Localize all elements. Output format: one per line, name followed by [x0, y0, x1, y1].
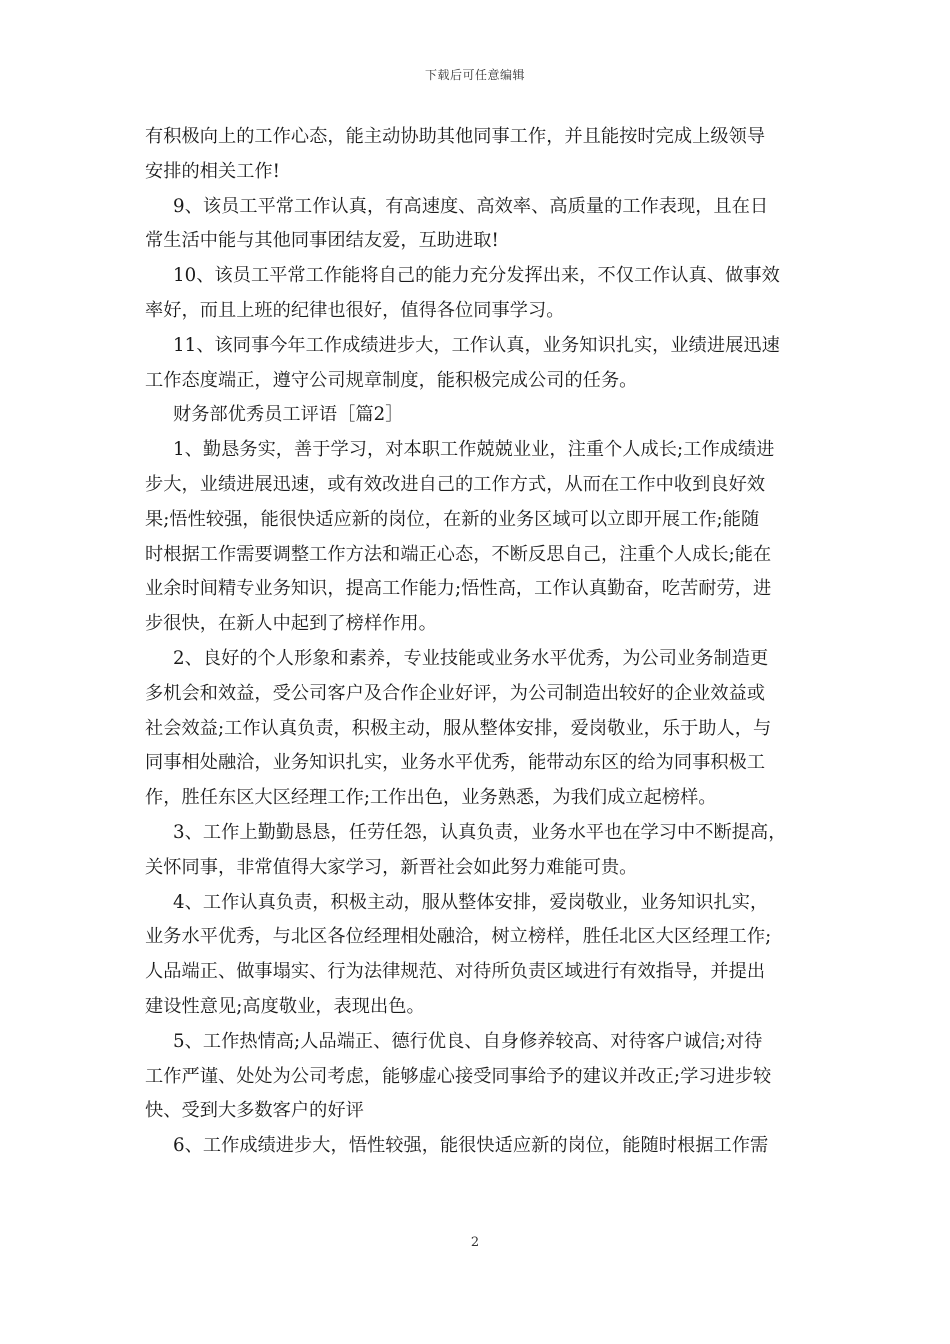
text-line: 时根据工作需要调整工作方法和端正心态，不断反思自己，注重个人成长;能在: [145, 543, 772, 565]
page-header: 下载后可任意编辑: [424, 68, 525, 82]
text-line: 业务水平优秀，与北区各位经理相处融洽，树立榜样，胜任北区大区经理工作;: [145, 926, 772, 948]
text-line: 人品端正、做事塌实、行为法律规范、对待所负责区域进行有效指导，并提出: [145, 961, 766, 983]
text-line: 4、工作认真负责，积极主动，服从整体安排，爱岗敬业，业务知识扎实，: [173, 891, 769, 913]
text-line: 5、工作热情高;人品端正、德行优良、自身修养较高、对待客户诚信;对待: [173, 1030, 763, 1052]
text-line: 率好，而且上班的纪律也很好，值得各位同事学习。: [145, 299, 565, 321]
section-heading: 财务部优秀员工评语［篇2］: [173, 404, 404, 426]
text-line: 果;悟性较强，能很快适应新的岗位，在新的业务区域可以立即开展工作;能随: [145, 508, 760, 530]
text-line: 作，胜任东区大区经理工作;工作出色，业务熟悉，为我们成立起榜样。: [145, 787, 717, 809]
text-line: 2、良好的个人形象和素养，专业技能或业务水平优秀，为公司业务制造更: [173, 647, 769, 669]
text-line: 业余时间精专业务知识，提高工作能力;悟性高，工作认真勤奋，吃苦耐劳，进: [145, 578, 772, 600]
page-number: 2: [470, 1235, 480, 1250]
text-line: 10、该员工平常工作能将自己的能力充分发挥出来，不仅工作认真、做事效: [173, 265, 780, 287]
text-line: 9、该员工平常工作认真，有高速度、高效率、高质量的工作表现，且在日: [173, 195, 769, 217]
text-line: 工作态度端正，遵守公司规章制度，能积极完成公司的任务。: [145, 369, 638, 391]
text-line: 快、受到大多数客户的好评: [145, 1100, 364, 1122]
text-line: 3、工作上勤勤恳恳，任劳任怨，认真负责，业务水平也在学习中不断提高，: [173, 821, 787, 843]
text-line: 6、工作成绩进步大，悟性较强，能很快适应新的岗位，能随时根据工作需: [173, 1135, 769, 1157]
text-line: 安排的相关工作!: [145, 160, 281, 182]
text-line: 关怀同事，非常值得大家学习，新晋社会如此努力难能可贵。: [145, 856, 638, 878]
text-line: 多机会和效益，受公司客户及合作企业好评，为公司制造出较好的企业效益或: [145, 682, 766, 704]
text-line: 社会效益;工作认真负责，积极主动，服从整体安排，爱岗敬业，乐于助人，与: [145, 717, 772, 739]
body-text: [145, 124, 810, 1168]
text-line: 步大，业绩进展迅速，或有效改进自己的工作方式，从而在工作中收到良好效: [145, 473, 766, 495]
text-line: 11、该同事今年工作成绩进步大，工作认真，业务知识扎实，业绩进展迅速: [173, 334, 780, 356]
text-line: 建设性意见;高度敬业，表现出色。: [145, 995, 425, 1017]
text-line: 有积极向上的工作心态，能主动协助其他同事工作，并且能按时完成上级领导: [145, 126, 766, 147]
text-line: 同事相处融洽，业务知识扎实，业务水平优秀，能带动东区的给为同事积极工: [145, 752, 766, 774]
text-line: 工作严谨、处处为公司考虑，能够虚心接受同事给予的建议并改正;学习进步较: [145, 1065, 772, 1087]
text-line: 步很快，在新人中起到了榜样作用。: [145, 613, 437, 635]
text-line: 1、勤恳务实，善于学习，对本职工作兢兢业业，注重个人成长;工作成绩进: [173, 439, 775, 461]
text-line: 常生活中能与其他同事团结友爱，互助进取!: [145, 230, 499, 252]
